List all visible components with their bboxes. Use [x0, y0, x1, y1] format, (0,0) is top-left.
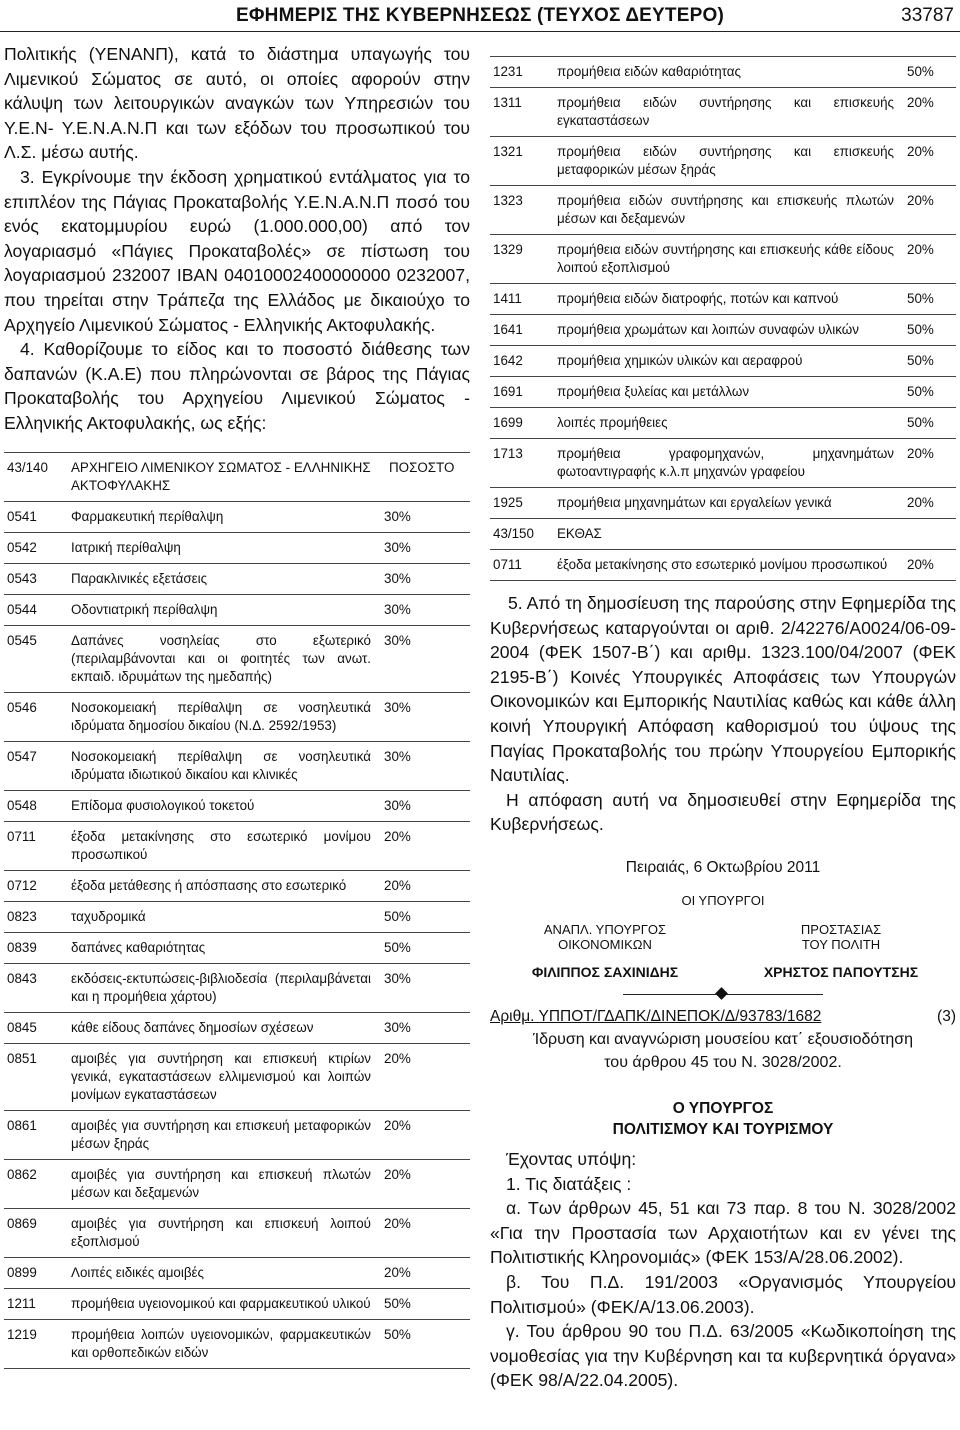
cell-code: 0544: [4, 594, 68, 625]
cell-desc: έξοδα μετακίνησης στο εσωτερικό μονίμου προσωπικού: [554, 550, 904, 581]
cell-desc: Λοιπές ειδικές αμοιβές: [68, 1257, 381, 1288]
table-row: [4, 790, 470, 821]
table-row: [490, 519, 956, 550]
table-row: [4, 901, 470, 932]
cell-pct: 20%: [904, 488, 956, 519]
sig2-title-2: ΤΟΥ ΠΟΛΙΤΗ: [801, 936, 881, 952]
cell-pct: 20%: [904, 235, 956, 284]
having-in-mind: Έχοντας υπόψη:: [506, 1148, 637, 1169]
cell-pct: 30%: [381, 692, 470, 741]
cell-desc: αμοιβές για συντήρηση και επισκευή μεταφορικών μέσων ξηράς: [68, 1110, 381, 1159]
item-a: α. Των άρθρων 45, 51 και 73 παρ. 8 του Ν. 3028/2002 «Για την Προστασία των Αρχαιοτήτων και εν γένει της Πολιτιστικής Κληρονομιάς» (ΦΕΚ 153/Α/28.06.2002).: [490, 1198, 956, 1268]
cell-desc: προμήθεια υγειονομικού και φαρμακευτικού υλικού: [68, 1288, 381, 1319]
signature-2: [726, 922, 956, 980]
cell-code: 0711: [4, 821, 68, 870]
table-row: [4, 1159, 470, 1208]
table-row: [4, 501, 470, 532]
cell-code: 1211: [4, 1288, 68, 1319]
cell-pct: 20%: [381, 1208, 470, 1257]
cell-desc: έξοδα μετακίνησης στο εσωτερικό μονίμου προσωπικού: [68, 821, 381, 870]
cell-code: 0543: [4, 563, 68, 594]
cell-code: 1411: [490, 284, 554, 315]
cell-pct: 30%: [381, 594, 470, 625]
expense-table-left: [4, 452, 470, 1369]
cell-pct: 30%: [381, 501, 470, 532]
cell-desc: εκδόσεις-εκτυπώσεις-βιβλιοδεσία (περιλαμβάνεται και η προμήθεια χάρτου): [68, 963, 381, 1012]
cell-pct: 50%: [381, 932, 470, 963]
cell-desc: προμήθεια ειδών συντήρησης και επισκευής μεταφορικών μέσων ξηράς: [554, 137, 904, 186]
cell-pct: 50%: [381, 1288, 470, 1319]
place-date: Πειραιάς, 6 Οκτωβρίου 2011: [625, 858, 821, 876]
cell-desc: ταχυδρομικά: [68, 901, 381, 932]
table-row: [4, 870, 470, 901]
table-row: [4, 1043, 470, 1110]
table-row: [4, 1012, 470, 1043]
cell-pct: 50%: [904, 315, 956, 346]
heading-minister: Ο ΥΠΟΥΡΓΟΣ: [672, 1099, 774, 1117]
table-row: [490, 57, 956, 88]
cell-code: 0546: [4, 692, 68, 741]
cell-desc: προμήθεια ειδών διατροφής, ποτών και καπνού: [554, 284, 904, 315]
table-header-pct: ΠΟΣΟΣΤΟ: [381, 452, 470, 501]
decision-ref-line: [490, 1005, 956, 1028]
cell-desc: Παρακλινικές εξετάσεις: [68, 563, 381, 594]
table-row: [4, 932, 470, 963]
page-header: [0, 0, 960, 32]
cell-desc: έξοδα μετάθεσης ή απόσπασης στο εσωτερικό: [68, 870, 381, 901]
cell-desc: λοιπές προμήθειες: [554, 408, 904, 439]
sig1-title-2: ΟΙΚΟΝΟΜΙΚΩΝ: [558, 936, 652, 952]
cell-pct: 20%: [381, 870, 470, 901]
item-1: 1. Τις διατάξεις :: [506, 1173, 632, 1194]
cell-code: 1641: [490, 315, 554, 346]
cell-code: 0712: [4, 870, 68, 901]
table-row: [4, 821, 470, 870]
cell-code: 1925: [490, 488, 554, 519]
page-number: 33787: [901, 5, 954, 26]
cell-pct: 30%: [381, 532, 470, 563]
cell-desc: Νοσοκομειακή περίθαλψη σε νοσηλευτικά ιδρύματα δημοσίου δικαίου (Ν.Δ. 2592/1953): [68, 692, 381, 741]
cell-desc: ΕΚΘΑΣ: [554, 519, 904, 550]
header-rule: [0, 31, 960, 32]
cell-desc: προμήθεια λοιπών υγειονομικών, φαρμακευτικών και ορθοπεδικών ειδών: [68, 1319, 381, 1368]
decision-number: (3): [937, 1007, 956, 1025]
gazette-title: ΕΦΗΜΕΡΙΣ ΤΗΣ ΚΥΒΕΡΝΗΣΕΩΣ (ΤΕΥΧΟΣ ΔΕΥΤΕΡΟ): [236, 5, 724, 26]
cell-pct: 50%: [904, 57, 956, 88]
cell-pct: 20%: [904, 88, 956, 137]
paragraph-intro: Πολιτικής (ΥΕΝΑΝΠ), κατά το διάστημα υπαγωγής του Λιμενικού Σώματος σε αυτό, οι οποίες αφορούν στην κάλυψη των λειτουργικών αναγκών των Υπηρεσιών του Υ.Ε.Ν- Υ.Ε.Ν.Α.Ν.Π και των εξόδων του προσωπικού του Λ.Σ. μέσω αυτής.: [4, 44, 470, 163]
cell-pct: 20%: [904, 137, 956, 186]
cell-pct: 30%: [381, 790, 470, 821]
cell-pct: 50%: [904, 284, 956, 315]
expense-table-right: [490, 56, 956, 581]
cell-pct: 50%: [904, 346, 956, 377]
table-row: [4, 594, 470, 625]
cell-desc: κάθε είδους δαπάνες δημοσίων σχέσεων: [68, 1012, 381, 1043]
cell-desc: προμήθεια χημικών υλικών και αεραφρού: [554, 346, 904, 377]
cell-code: 0541: [4, 501, 68, 532]
cell-code: 1231: [490, 57, 554, 88]
cell-desc: Ιατρική περίθαλψη: [68, 532, 381, 563]
cell-pct: 50%: [381, 901, 470, 932]
cell-desc: δαπάνες καθαριότητας: [68, 932, 381, 963]
paragraph-5: 5. Από τη δημοσίευση της παρούσης στην Εφημερίδα της Κυβερνήσεως καταργούνται οι αριθ. 2/42276/Α0024/06-09-2004 (ΦΕΚ 1507-Β΄) και αριθμ. 1323.100/04/2007 (ΦΕΚ 2195-Β΄) Κοινές Υπουργικές Αποφάσεις των Υπουργών Οικονομικών και Εμπορικής Ναυτιλίας καθώς και κάθε άλλη κοινή Υπουργική Απόφαση καθορισμού του ύψους της Παγίας Προκαταβολής του πρώην Υπουργείου Εμπορικής Ναυτιλίας.: [490, 593, 956, 786]
cell-pct: 30%: [381, 563, 470, 594]
cell-code: 0711: [490, 550, 554, 581]
signature-1: [490, 922, 720, 980]
table-row: [490, 377, 956, 408]
cell-code: 0545: [4, 625, 68, 692]
table-header-code: 43/140: [4, 452, 68, 501]
paragraph-4: 4. Καθορίζουμε το είδος και το ποσοστό διάθεσης των δαπανών (Κ.Α.Ε) που πληρώνονται σε βάρος της Πάγιας Προκαταβολής του Αρχηγείου Λιμενικού Σώματος - Ελληνικής Ακτοφυλακής, ως εξής:: [4, 339, 470, 433]
decision-title: Ίδρυση και αναγνώριση μουσείου κατ΄ εξουσιοδότηση του άρθρου 45 του Ν. 3028/2002.: [532, 1030, 914, 1071]
cell-code: 43/150: [490, 519, 554, 550]
cell-code: 1691: [490, 377, 554, 408]
table-row: [490, 137, 956, 186]
cell-code: 0839: [4, 932, 68, 963]
cell-code: 1219: [4, 1319, 68, 1368]
cell-code: 0548: [4, 790, 68, 821]
cell-code: 0823: [4, 901, 68, 932]
cell-pct: 20%: [904, 186, 956, 235]
ministers-heading: ΟΙ ΥΠΟΥΡΓΟΙ: [681, 892, 765, 908]
cell-code: 0861: [4, 1110, 68, 1159]
cell-pct: 20%: [904, 550, 956, 581]
sig1-title-1: ΑΝΑΠΛ. ΥΠΟΥΡΓΟΣ: [543, 921, 667, 937]
cell-desc: προμήθεια ξυλείας και μετάλλων: [554, 377, 904, 408]
table-header-row: [4, 452, 470, 501]
table-row: [490, 488, 956, 519]
table-row: [490, 186, 956, 235]
item-b: β. Του Π.Δ. 191/2003 «Οργανισμός Υπουργείου Πολιτισμού» (ΦΕΚ/Α/13.06.2003).: [490, 1271, 956, 1317]
table-header-desc: ΑΡΧΗΓΕΙΟ ΛΙΜΕΝΙΚΟΥ ΣΩΜΑΤΟΣ - ΕΛΛΗΝΙΚΗΣ ΑΚΤΟΦΥΛΑΚΗΣ: [68, 452, 381, 501]
cell-desc: αμοιβές για συντήρηση και επισκευή κτιρίων γενικά, εγκαταστάσεων ελλιμενισμού και λοιπών μονίμων εγκαταστάσεων: [68, 1043, 381, 1110]
table-row: [4, 963, 470, 1012]
cell-pct: 30%: [381, 1012, 470, 1043]
cell-pct: 50%: [904, 408, 956, 439]
cell-code: 1321: [490, 137, 554, 186]
table-row: [490, 88, 956, 137]
table-row: [4, 1208, 470, 1257]
cell-desc: Φαρμακευτική περίθαλψη: [68, 501, 381, 532]
cell-code: 0542: [4, 532, 68, 563]
signatures: [490, 922, 956, 980]
table-row: [4, 1257, 470, 1288]
cell-pct: 30%: [381, 741, 470, 790]
cell-pct: 20%: [381, 1257, 470, 1288]
cell-desc: Δαπάνες νοσηλείας στο εξωτερικό (περιλαμβάνονται και οι φοιτητές των ανωτ. εκπαιδ. ιδρυμάτων της ημεδαπής): [68, 625, 381, 692]
table-row: [4, 563, 470, 594]
cell-pct: 20%: [381, 1110, 470, 1159]
cell-desc: Οδοντιατρική περίθαλψη: [68, 594, 381, 625]
left-column: [4, 42, 470, 1369]
cell-desc: προμήθεια ειδών συντήρησης και επισκευής εγκαταστάσεων: [554, 88, 904, 137]
cell-pct: 20%: [381, 1159, 470, 1208]
table-row: [4, 625, 470, 692]
cell-desc: προμήθεια μηχανημάτων και εργαλείων γενικά: [554, 488, 904, 519]
section-divider: [623, 994, 823, 995]
cell-pct: 30%: [381, 963, 470, 1012]
cell-desc: προμήθεια χρωμάτων και λοιπών συναφών υλικών: [554, 315, 904, 346]
cell-code: 1329: [490, 235, 554, 284]
cell-code: 1713: [490, 439, 554, 488]
table-row: [4, 532, 470, 563]
table-row: [4, 1110, 470, 1159]
paragraph-3: 3. Εγκρίνουμε την έκδοση χρηματικού εντάλματος για το επιπλέον της Πάγιας Προκαταβολής Υ.Ε.Ν.Α.Ν.Π ποσό του ενός εκατομμυρίου ευρώ (1.000.000,00) από τον λογαριασμό «Πάγιες Προκαταβολές» σε πίστωση του λογαριασμού 232007 ΙΒΑΝ 04010002400000000 0232007, που τηρείται στην Τράπεζα της Ελλάδος με δικαιούχο το Αρχηγείο Λιμενικού Σώματος - Ελληνικής Ακτοφυλακής.: [4, 166, 470, 335]
table-row: [490, 235, 956, 284]
cell-code: 0547: [4, 741, 68, 790]
cell-desc: αμοιβές για συντήρηση και επισκευή πλωτών μέσων και δεξαμενών: [68, 1159, 381, 1208]
cell-code: 0845: [4, 1012, 68, 1043]
right-column: [490, 56, 956, 1393]
cell-desc: προμήθεια ειδών συντήρησης και επισκευής κάθε είδους λοιπού εξοπλισμού: [554, 235, 904, 284]
table-row: [490, 315, 956, 346]
table-row: [490, 346, 956, 377]
sig2-name: ΧΡΗΣΤΟΣ ΠΑΠΟΥΤΣΗΣ: [763, 963, 919, 980]
cell-desc: προμήθεια ειδών καθαριότητας: [554, 57, 904, 88]
cell-desc: προμήθεια γραφομηχανών, μηχανημάτων φωτοαντιγραφής κ.λ.π μηχανών γραφείου: [554, 439, 904, 488]
paragraph-publish: Η απόφαση αυτή να δημοσιευθεί στην Εφημερίδα της Κυβερνήσεως.: [490, 789, 956, 835]
cell-desc: αμοιβές για συντήρηση και επισκευή λοιπού εξοπλισμού: [68, 1208, 381, 1257]
cell-desc: προμήθεια ειδών συντήρησης και επισκευής πλωτών μέσων και δεξαμενών: [554, 186, 904, 235]
cell-desc: Επίδομα φυσιολογικού τοκετού: [68, 790, 381, 821]
cell-pct: 30%: [381, 625, 470, 692]
table-row: [490, 408, 956, 439]
sig2-title-1: ΠΡΟΣΤΑΣΙΑΣ: [800, 921, 882, 937]
sig1-name: ΦΙΛΙΠΠΟΣ ΣΑΧΙΝΙΔΗΣ: [531, 963, 679, 980]
cell-code: 0843: [4, 963, 68, 1012]
table-row: [490, 550, 956, 581]
cell-pct: 50%: [381, 1319, 470, 1368]
item-c: γ. Του άρθρου 90 του Π.Δ. 63/2005 «Κωδικοποίηση της νομοθεσίας για την Κυβέρνηση και τα κυβερνητικά όργανα» (ΦΕΚ 98/Α/22.04.2005).: [490, 1321, 956, 1391]
cell-code: 0899: [4, 1257, 68, 1288]
heading-ministry: ΠΟΛΙΤΙΣΜΟΥ ΚΑΙ ΤΟΥΡΙΣΜΟΥ: [612, 1120, 834, 1138]
cell-pct: 20%: [381, 821, 470, 870]
cell-pct: [904, 519, 956, 550]
cell-pct: 20%: [381, 1043, 470, 1110]
cell-code: 0851: [4, 1043, 68, 1110]
table-row: [4, 741, 470, 790]
cell-code: 1311: [490, 88, 554, 137]
cell-code: 0862: [4, 1159, 68, 1208]
cell-desc: Νοσοκομειακή περίθαλψη σε νοσηλευτικά ιδρύματα ιδιωτικού δικαίου και κλινικές: [68, 741, 381, 790]
table-row: [4, 692, 470, 741]
table-row: [490, 439, 956, 488]
diamond-icon: [715, 987, 728, 1000]
decision-ref: Αριθμ. ΥΠΠΟΤ/ΓΔΑΠΚ/ΔΙΝΕΠΟΚ/Δ/93783/1682: [490, 1007, 822, 1025]
table-row: [4, 1319, 470, 1368]
cell-pct: 50%: [904, 377, 956, 408]
cell-pct: 20%: [904, 439, 956, 488]
cell-code: 0869: [4, 1208, 68, 1257]
table-row: [490, 284, 956, 315]
cell-code: 1323: [490, 186, 554, 235]
table-row: [4, 1288, 470, 1319]
cell-code: 1699: [490, 408, 554, 439]
cell-code: 1642: [490, 346, 554, 377]
